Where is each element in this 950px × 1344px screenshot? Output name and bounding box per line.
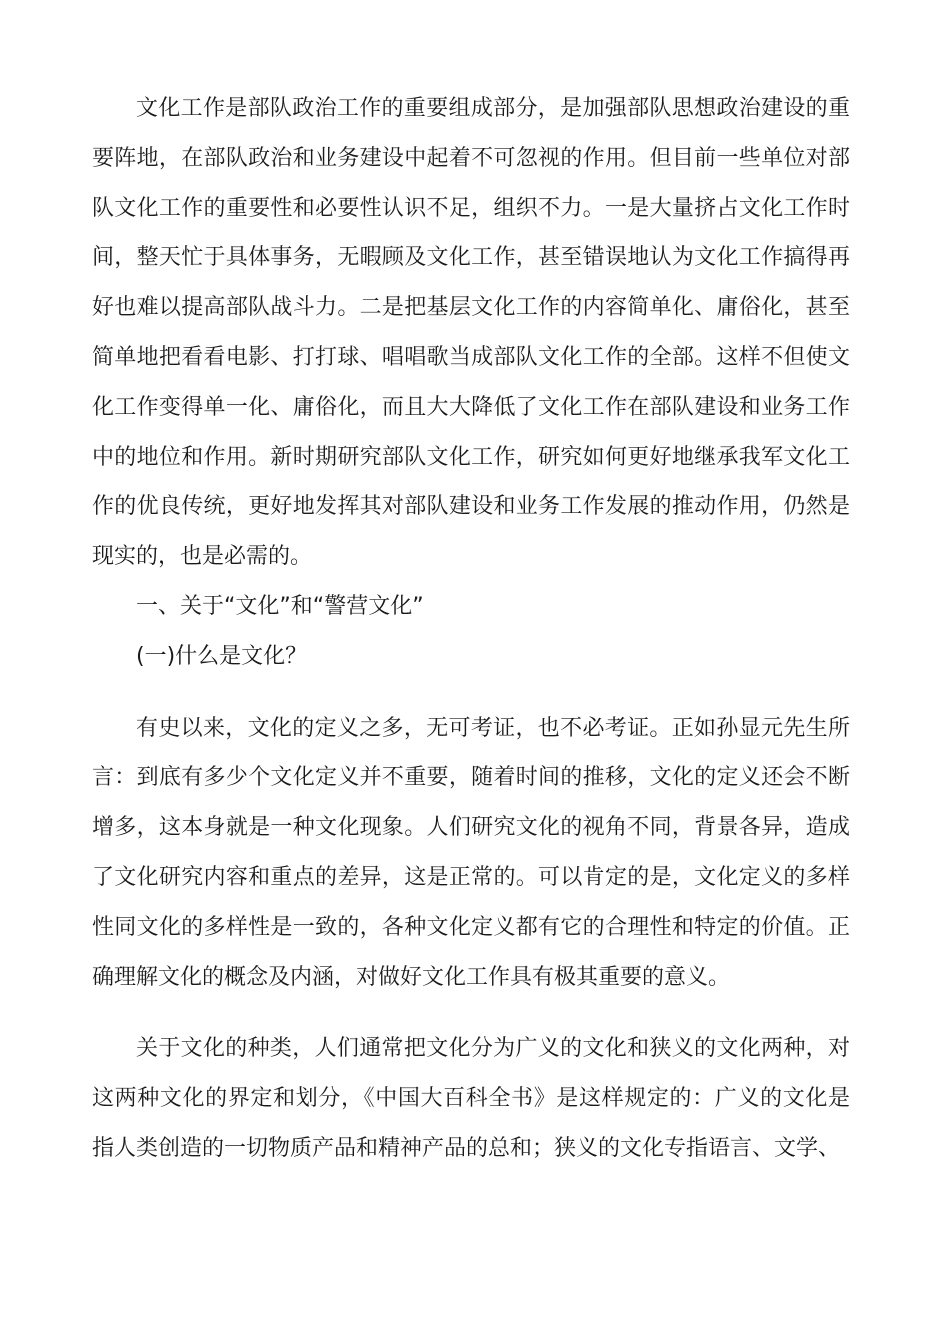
culture-types-paragraph: 关于文化的种类，人们通常把文化分为广义的文化和狭义的文化两种，对这两种文化的界定和划分，《中国大百科全书》是这样规定的：广义的文化是指人类创造的一切物质产品和精神产品的总和；狭义的文化专指语言、文学、 (92, 1036, 850, 1161)
culture-definition-paragraph: 有史以来，文化的定义之多，无可考证，也不必考证。正如孙显元先生所言：到底有多少个文化定义并不重要，随着时间的推移，文化的定义还会不断增多，这本身就是一种文化现象。人们研究文化的视角不同，背景各异，造成了文化研究内容和重点的差异，这是正常的。可以肯定的是，文化定义的多样性同文化的多样性是一致的，各种文化定义都有它的合理性和特定的价值。正确理解文化的概念及内涵，对做好文化工作具有极其重要的意义。 (92, 715, 850, 990)
section-heading-1: 一、关于“文化”和“警营文化” (136, 593, 424, 619)
intro-paragraph: 文化工作是部队政治工作的重要组成部分，是加强部队思想政治建设的重要阵地，在部队政治和业务建设中起着不可忽视的作用。但目前一些单位对部队文化工作的重要性和必要性认识不足，组织不力。一是大量挤占文化工作时间，整天忙于具体事务，无暇顾及文化工作，甚至错误地认为文化工作搞得再好也难以提高部队战斗力。二是把基层文化工作的内容简单化、庸俗化，甚至简单地把看看电影、打打球、唱唱歌当成部队文化工作的全部。这样不但使文化工作变得单一化、庸俗化，而且大大降低了文化工作在部队建设和业务工作中的地位和作用。新时期研究部队文化工作，研究如何更好地继承我军文化工作的优良传统，更好地发挥其对部队建设和业务工作发展的推动作用，仍然是现实的，也是必需的。 (92, 96, 850, 570)
subsection-heading-1: (一)什么是文化？ (136, 643, 308, 669)
